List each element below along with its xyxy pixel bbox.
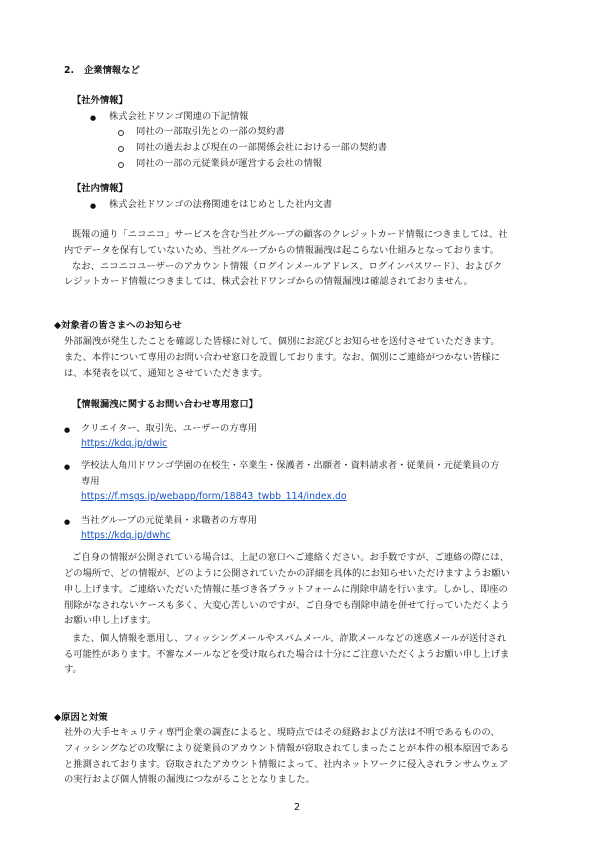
section-title: 企業情報など bbox=[84, 65, 140, 76]
notice-paragraph-line: 削除がなされないケースも多く、大変心苦しいのですが、ご自身でも削除申請を併せて行っていただくよう bbox=[64, 600, 510, 611]
contact-description: 専用 bbox=[81, 476, 100, 487]
paragraph-line: レジットカード情報につきましては、株式会社ドワンゴからの情報漏洩は確認されておりません。 bbox=[64, 276, 473, 287]
notice-paragraph-line: どの場所で、どの情報が、どのように公開されていたかの詳細を具体的にお知らせいただけますようお願い bbox=[64, 568, 510, 579]
notice-heading: ◆対象者の皆さまへのお知らせ bbox=[54, 320, 182, 331]
notice-line: また、本件について専用のお問い合わせ窓口を設置しております。なお、個別にご連絡がつかない皆様に bbox=[64, 352, 501, 363]
bullet-icon: ● bbox=[64, 463, 71, 471]
contact-link[interactable]: https://f.msgs.jp/webapp/form/18843_twbb_114/index.do bbox=[81, 491, 347, 502]
external-subitem: 同社の一部取引先との一部の契約書 bbox=[136, 126, 285, 137]
external-info-label: 【社外情報】 bbox=[72, 95, 128, 106]
contact-link[interactable]: https://kdq.jp/dwhc bbox=[81, 530, 171, 541]
circle-bullet-icon bbox=[118, 162, 124, 168]
paragraph-line: 内でデータを保有していないため、当社グループからの情報漏洩は起こらない仕組みとなっております。 bbox=[64, 245, 500, 256]
page-number: 2 bbox=[294, 802, 301, 813]
section-number: 2. bbox=[64, 65, 75, 76]
bullet-icon: ● bbox=[64, 518, 71, 526]
contact-label: 【情報漏洩に関するお問い合わせ専用窓口】 bbox=[72, 399, 258, 410]
bullet-icon: ● bbox=[90, 202, 97, 210]
contact-link[interactable]: https://kdq.jp/dwic bbox=[81, 438, 168, 449]
notice-paragraph-line: ご自身の情報が公開されている場合は、上記の窓口へご連絡ください。お手数ですが、ご連絡の際には、 bbox=[72, 552, 509, 563]
notice-paragraph-line: る可能性があります。不審なメールなどを受け取られた場合は十分にご注意いただくようお願い申し上げま bbox=[64, 649, 510, 660]
cause-line: と推測されております。窃取されたアカウント情報によって、社内ネットワークに侵入されランサムウェア bbox=[64, 759, 509, 770]
contact-description: 学校法人角川ドワンゴ学園の在校生・卒業生・保護者・出願者・資料請求者・従業員・元従業員の方 bbox=[81, 460, 500, 471]
contact-description: 当社グループの元従業員・求職者の方専用 bbox=[81, 515, 257, 526]
notice-paragraph-line: お願い申し上げます。 bbox=[64, 615, 157, 626]
bullet-icon: ● bbox=[90, 114, 97, 122]
external-info-item: 株式会社ドワンゴ関連の下記情報 bbox=[109, 111, 249, 122]
notice-paragraph-line: また、個人情報を悪用し、フィッシングメールやスパムメール、詐欺メールなどの迷惑メールが送付され bbox=[72, 633, 507, 644]
cause-line: の実行および個人情報の漏洩につながることとなりました。 bbox=[64, 774, 315, 785]
internal-info-label: 【社内情報】 bbox=[72, 183, 128, 194]
paragraph-line: なお、ニコニコユーザーのアカウント情報（ログインメールアドレス、ログインパスワード）、およびク bbox=[72, 261, 503, 272]
external-subitem: 同社の過去および現在の一部関係会社における一部の契約書 bbox=[136, 142, 388, 153]
bullet-icon: ● bbox=[64, 426, 71, 434]
notice-line: は、本発表を以て、通知とさせていただきます。 bbox=[64, 368, 268, 379]
circle-bullet-icon bbox=[118, 146, 124, 152]
paragraph-line: 既報の通り「ニコニコ」サービスを含む当社グループの顧客のクレジットカード情報につきましては、社 bbox=[72, 229, 508, 240]
cause-heading: ◆原因と対策 bbox=[54, 712, 108, 723]
cause-line: フィッシングなどの攻撃により従業員のアカウント情報が窃取されてしまったことが本件の根本原因である bbox=[64, 743, 509, 754]
contact-description: クリエイター、取引先、ユーザーの方専用 bbox=[81, 423, 258, 434]
cause-line: 社外の大手セキュリティ専門企業の調査によると、現時点ではその経路および方法は不明であるものの、 bbox=[64, 727, 500, 738]
circle-bullet-icon bbox=[118, 130, 124, 136]
internal-info-item: 株式会社ドワンゴの法務関連をはじめとした社内文書 bbox=[109, 199, 333, 210]
notice-paragraph-line: す。 bbox=[64, 664, 82, 675]
external-subitem: 同社の一部の元従業員が運営する会社の情報 bbox=[136, 158, 322, 169]
notice-line: 外部漏洩が発生したことを確認した皆様に対して、個別にお詫びとお知らせを送付させていただきます。 bbox=[64, 336, 500, 347]
notice-paragraph-line: 申し上げます。ご連絡いただいた情報に基づき各プラットフォームに削除申請を行います。しかし、即座の bbox=[64, 584, 508, 595]
